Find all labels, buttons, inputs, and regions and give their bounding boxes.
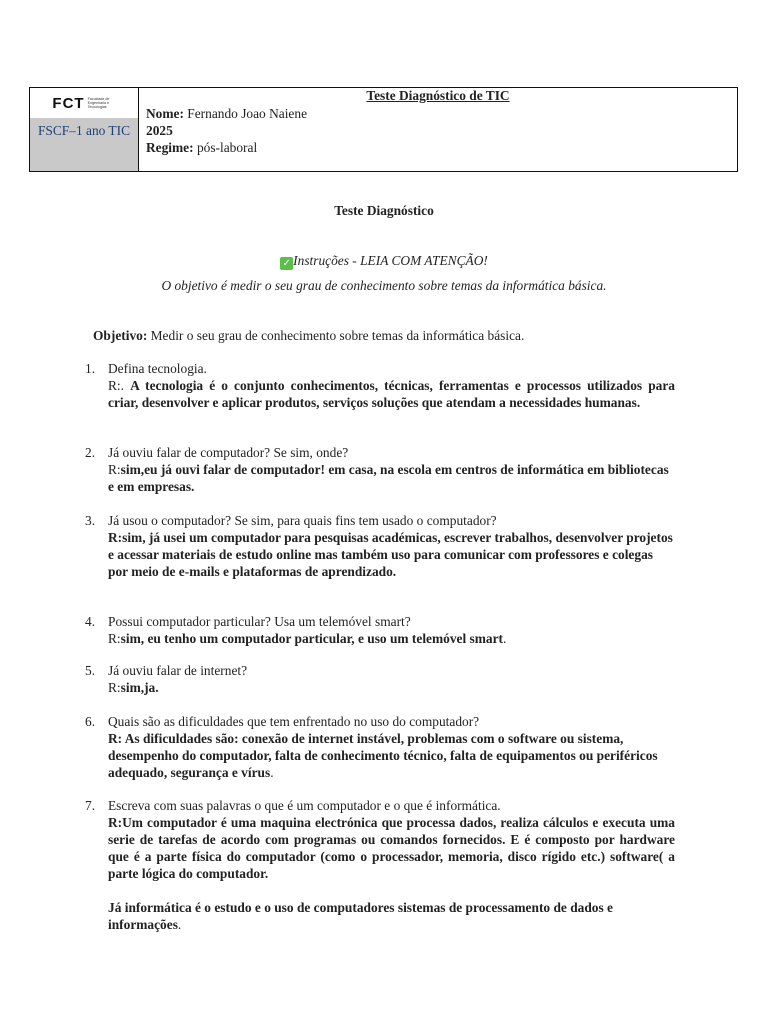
objective-text: Medir o seu grau de conhecimento sobre temas da informática básica. xyxy=(147,328,525,343)
answer-body: sim,ja. xyxy=(120,680,159,695)
checkmark-icon: ✓ xyxy=(280,257,293,270)
question-number: 2. xyxy=(85,445,96,460)
answer-text xyxy=(108,529,675,580)
question-number: 4. xyxy=(85,614,96,629)
name-label: Nome: xyxy=(146,106,184,121)
answer-body: R:sim, já usei um computador para pesquisas académicas, escrever trabalhos, desenvolver projetos e acessar materiais de estudo online mas também uso para comunicar com professores e colegas por meio de e-mails e plataformas de aprendizado. xyxy=(108,530,673,579)
question-number: 7. xyxy=(85,798,96,813)
question-item xyxy=(85,797,675,933)
answer-text xyxy=(108,679,675,696)
subtitle: O objetivo é medir o seu grau de conhecimento sobre temas da informática básica. xyxy=(161,278,607,293)
objective-label: Objetivo: xyxy=(93,328,148,343)
answer-suffix: . xyxy=(177,917,182,932)
answer-suffix: . xyxy=(503,631,507,646)
answer-text xyxy=(108,730,675,781)
question-number: 5. xyxy=(85,663,96,678)
year-line: 2025 xyxy=(146,123,173,138)
answer-prefix: R:. xyxy=(108,378,131,393)
answer-prefix: R: xyxy=(108,631,121,646)
name-value: Fernando Joao Naiene xyxy=(183,106,308,121)
question-item xyxy=(85,713,675,781)
regime-line xyxy=(146,139,257,156)
question-item xyxy=(85,360,675,411)
header-right-column xyxy=(139,88,737,171)
answer-text xyxy=(108,630,675,647)
question-item xyxy=(85,613,675,647)
regime-label: Regime: xyxy=(146,140,194,155)
question-item xyxy=(85,662,675,696)
answer-body: sim,eu já ouvi falar de computador! em casa, na escola em centros de informática em bibliotecas e em empresas. xyxy=(108,462,669,494)
instructions-line xyxy=(0,253,768,270)
question-text: Já ouviu falar de computador? Se sim, onde? xyxy=(108,445,349,460)
answer-body: R:Um computador é uma maquina electrónica que processa dados, realiza cálculos e executa uma serie de tarefas de acordo com programas ou comandos fornecidos. E é composto por hardware que é a parte física do computador (como o processador, memoria, disco rígido etc.) software( a parte lógica do computador. xyxy=(108,815,675,881)
regime-value: pós-laboral xyxy=(193,140,258,155)
question-text: Defina tecnologia. xyxy=(108,361,207,376)
header-table xyxy=(29,87,738,172)
name-line xyxy=(146,105,307,122)
answer-body-2: Já informática é o estudo e o uso de computadores sistemas de processamento de dados e informações xyxy=(108,900,613,932)
answer-suffix: . xyxy=(270,765,274,780)
answer-body: R: As dificuldades são: conexão de internet instável, problemas com o software ou sistema, desempenho do computador, falta de conhecimento técnico, falta de equipamentos ou periféricos adequado, segurança e vírus xyxy=(108,731,658,780)
question-number: 1. xyxy=(85,361,96,376)
answer-prefix: R: xyxy=(108,462,121,477)
question-item xyxy=(85,512,675,580)
answer-body: A tecnologia é o conjunto conhecimentos, técnicas, ferramentas e processos utilizados para criar, desenvolver e aplicar produtos, serviços soluções que atendam a necessidades humanas. xyxy=(108,378,675,410)
question-text: Escreva com suas palavras o que é um computador e o que é informática. xyxy=(108,798,501,813)
answer-text xyxy=(108,814,675,882)
logo-subtext: Faculdade de Engenharia e Tecnologias xyxy=(87,97,110,109)
answer-text xyxy=(108,377,675,411)
org-label: FSCF–1 ano TIC xyxy=(30,118,138,171)
question-number: 3. xyxy=(85,513,96,528)
answer-prefix: R: xyxy=(108,680,121,695)
question-text: Já ouviu falar de internet? xyxy=(108,663,248,678)
answer-text xyxy=(108,461,675,495)
question-text: Quais são as dificuldades que tem enfrentado no uso do computador? xyxy=(108,714,480,729)
question-number: 6. xyxy=(85,714,96,729)
question-text: Já usou o computador? Se sim, para quais fins tem usado o computador? xyxy=(108,513,497,528)
institution-logo xyxy=(30,88,138,118)
header-left-column xyxy=(30,88,139,171)
instructions-text: Instruções - LEIA COM ATENÇÃO! xyxy=(293,253,488,268)
answer-text-continued xyxy=(108,899,675,933)
page-heading: Teste Diagnóstico xyxy=(334,203,434,218)
objective-line xyxy=(93,328,524,344)
logo-letters: FCT xyxy=(52,94,85,112)
question-item xyxy=(85,444,675,495)
answer-body: sim, eu tenho um computador particular, e uso um telemóvel smart xyxy=(120,631,504,646)
question-text: Possui computador particular? Usa um telemóvel smart? xyxy=(108,614,411,629)
document-title: Teste Diagnóstico de TIC xyxy=(366,88,510,103)
